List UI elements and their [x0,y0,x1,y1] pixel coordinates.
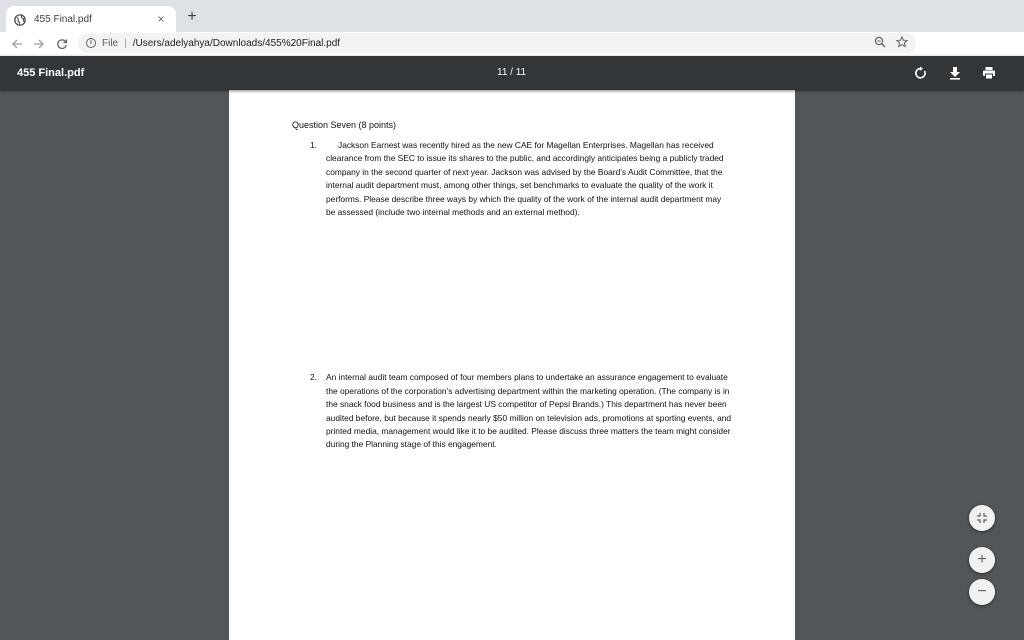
tab-title: 455 Final.pdf [34,13,92,25]
url-text[interactable]: /Users/adelyahya/Downloads/455%20Final.pdf [132,37,341,49]
zoom-in-button[interactable]: + [969,547,995,573]
page-indicator[interactable]: 11 / 11 [497,67,527,78]
question-item-number: 2. [310,372,317,383]
document-body [292,120,732,452]
zoom-out-button[interactable]: − [969,579,995,605]
question-item-2 [292,371,732,451]
tab-close-icon[interactable]: × [157,12,165,26]
question-item-number: 1. [310,140,317,150]
rotate-button[interactable] [913,65,929,81]
reload-button[interactable] [52,34,72,54]
download-icon [948,66,962,80]
bookmark-star-icon[interactable] [896,36,908,48]
fit-to-page-button[interactable] [969,505,995,531]
forward-arrow-icon [33,38,45,50]
pdf-toolbar [0,56,1024,90]
question-item-text: Jackson Earnest was recently hired as the new CAE for Magellan Enterprises. Magellan has received clearance from the SEC to issue its shares to the public, and accordingly anticipates being a publicly traded company in the second quarter of next year. Jackson was advised by the Board’s Audit Committee, that the internal audit department must, among other things, set benchmarks to evaluate the quality of the work it performs. Please describe three ways by which the quality of the work of the internal audit department may be assessed (include two internal methods and an external method). [326,140,724,218]
browser-toolbar [0,32,1024,56]
question-heading: Question Seven (8 points) [292,120,397,130]
print-icon [982,66,996,80]
back-button[interactable] [7,34,27,54]
tab-strip [0,0,1024,32]
fit-page-icon [976,512,988,524]
address-bar[interactable] [78,33,916,53]
question-item-text: An internal audit team composed of four members plans to undertake an assurance engagement to evaluate the operations of the corporation’s advertising department within the marketing operation. (The company is in the snack food business and is the largest US competitor of Pepsi Brands.) This department has never been audited before, but because it spends nearly $50 million on television ads, promotions at sporting events, and printed media, management would like it to be audited. Please discuss three matters the team might consider during the Planning stage of this engagement. [326,372,732,450]
tab-active[interactable] [6,6,176,32]
pdf-page [229,90,795,640]
question-item-1 [292,139,732,219]
url-separator: | [124,37,127,49]
info-icon[interactable]: i [86,38,96,48]
print-button[interactable] [981,65,997,81]
new-tab-button[interactable]: + [187,8,197,25]
reload-icon [56,38,68,50]
download-button[interactable] [947,65,963,81]
pdf-file-title: 455 Final.pdf [17,67,85,79]
globe-icon [14,13,26,25]
url-scheme-label: File [102,37,119,49]
back-arrow-icon [11,38,23,50]
zoom-magnifier-icon[interactable] [874,36,886,48]
forward-button[interactable] [29,34,49,54]
rotate-icon [914,66,928,80]
